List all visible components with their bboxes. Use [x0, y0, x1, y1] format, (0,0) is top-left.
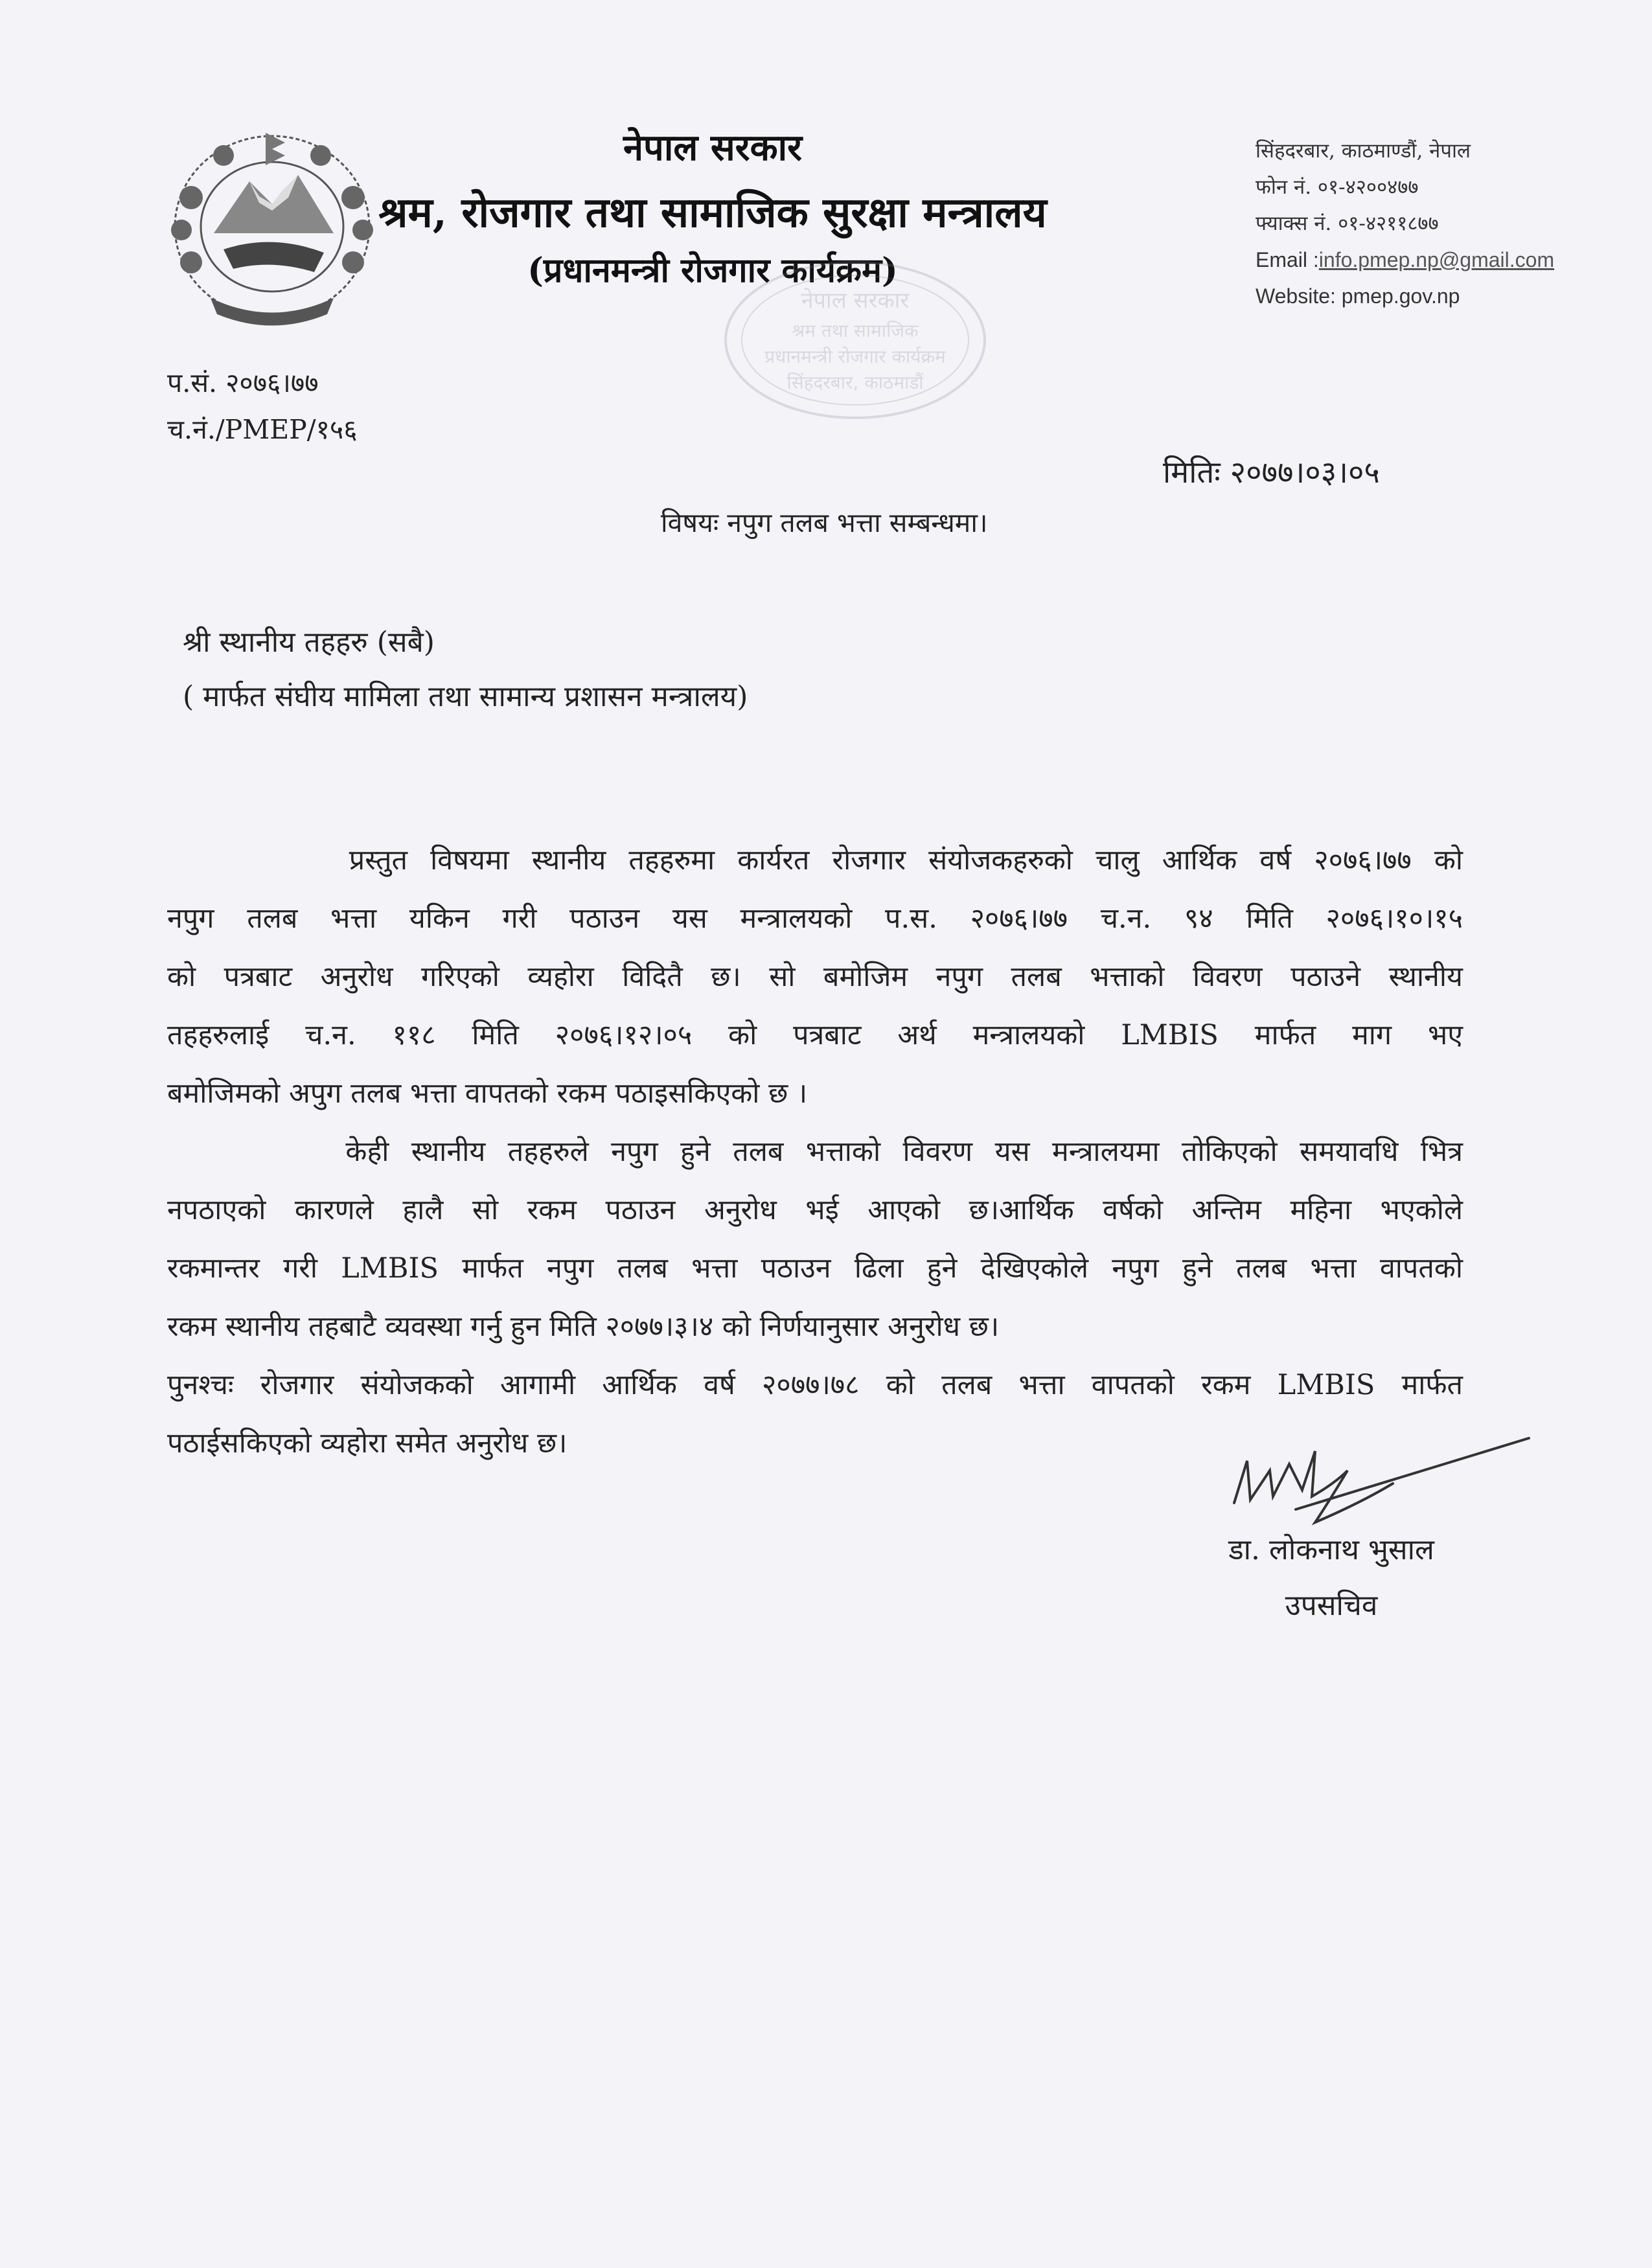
signatory-name: डा. लोकनाथ भुसाल [1228, 1533, 1434, 1566]
contact-block [1256, 133, 1554, 314]
body-line: केही स्थानीय तहहरुले नपुग हुने तलब भत्ताको विवरण यस मन्त्रालयमा तोकिएको समयावधि भित्र [167, 1136, 1463, 1168]
signatory-block [1202, 1522, 1461, 1634]
body-line: नपुग तलब भत्ता यकिन गरी पठाउन यस मन्त्रालयको प.स. २०७६।७७ च.न. ९४ मिति २०७६।१०।१५ [167, 902, 1463, 935]
recipient-line-2: ( मार्फत संघीय मामिला तथा सामान्य प्रशासन मन्त्रालय) [183, 680, 748, 713]
contact-email-label: Email : [1256, 248, 1319, 271]
stamp-line-4: सिंहदरबार, काठमाडौं [786, 372, 924, 393]
ministry-title: श्रम, रोजगार तथा सामाजिक सुरक्षा मन्त्रालय [378, 189, 1047, 237]
recipient-block [183, 615, 748, 724]
body-line: पुनश्चः रोजगार संयोजकको आगामी आर्थिक वर्ष २०७७।७८ को तलब भत्ता वापतको रकम LMBIS मार्फत [167, 1369, 1463, 1401]
government-title: नेपाल सरकार [623, 126, 803, 169]
body-paragraph-1 [167, 831, 1463, 1123]
body-line: बमोजिमको अपुग तलब भत्ता वापतको रकम पठाइसकिएको छ । [167, 1077, 808, 1110]
body-line: तहहरुलाई च.न. ११८ मिति २०७६।१२।०५ को पत्रबाट अर्थ मन्त्रालयको LMBIS मार्फत माग भए [167, 1019, 1463, 1051]
office-stamp-icon [713, 249, 998, 431]
body-line: रकमान्तर गरी LMBIS मार्फत नपुग तलब भत्ता पठाउन ढिला हुने देखिएकोले नपुग हुने तलब भत्ता वापतको [167, 1252, 1463, 1285]
contact-website[interactable]: Website: pmep.gov.np [1256, 284, 1460, 308]
contact-address: सिंहदरबार, काठमाण्डौं, नेपाल [1256, 139, 1471, 163]
body-line: प्रस्तुत विषयमा स्थानीय तहहरुमा कार्यरत रोजगार संयोजकहरुको चालु आर्थिक वर्ष २०७६।७७ को [167, 844, 1463, 876]
program-title: (प्रधानमन्त्री रोजगार कार्यक्रम) [527, 251, 898, 290]
body-paragraph-2 [167, 1123, 1463, 1356]
reference-block [167, 360, 358, 453]
contact-fax: फ्याक्स नं. ०१-४२११८७७ [1256, 212, 1439, 235]
letter-date: मितिः २०७७।०३।०५ [1163, 455, 1380, 490]
body-line: पठाईसकिएको व्यहोरा समेत अनुरोध छ। [167, 1427, 568, 1460]
body-line: रकम स्थानीय तहबाटै व्यवस्था गर्नु हुन मिति २०७७।३।४ को निर्णयानुसार अनुरोध छ। [167, 1311, 1000, 1343]
body-line: को पत्रबाट अनुरोध गरिएको व्यहोरा विदितै छ। सो बमोजिम नपुग तलब भत्ताको विवरण पठाउने स्थानीय [167, 961, 1463, 993]
recipient-line-1: श्री स्थानीय तहहरु (सबै) [183, 626, 435, 659]
stamp-line-2: श्रम तथा सामाजिक [792, 320, 919, 341]
letter-number: प.सं. २०७६।७७ [167, 367, 319, 398]
body-line: नपठाएको कारणले हालै सो रकम पठाउन अनुरोध भई आएको छ।आर्थिक वर्षको अन्तिम महिना भएकोले [167, 1194, 1463, 1226]
contact-phone: फोन नं. ०१-४२००४७७ [1256, 176, 1419, 199]
letter-subject: विषयः नपुग तलब भत्ता सम्बन्धमा। [661, 507, 988, 538]
contact-email-link[interactable]: info.pmep.np@gmail.com [1318, 248, 1555, 271]
stamp-line-1: नेपाल सरकार [801, 288, 910, 314]
nepal-emblem-icon [152, 120, 392, 334]
dispatch-number: च.नं./PMEP/१५६ [167, 414, 358, 445]
signatory-title: उपसचिव [1285, 1589, 1378, 1622]
contact-email-row [1256, 242, 1554, 278]
stamp-line-3: प्रधानमन्त्री रोजगार कार्यक्रम [764, 346, 946, 367]
